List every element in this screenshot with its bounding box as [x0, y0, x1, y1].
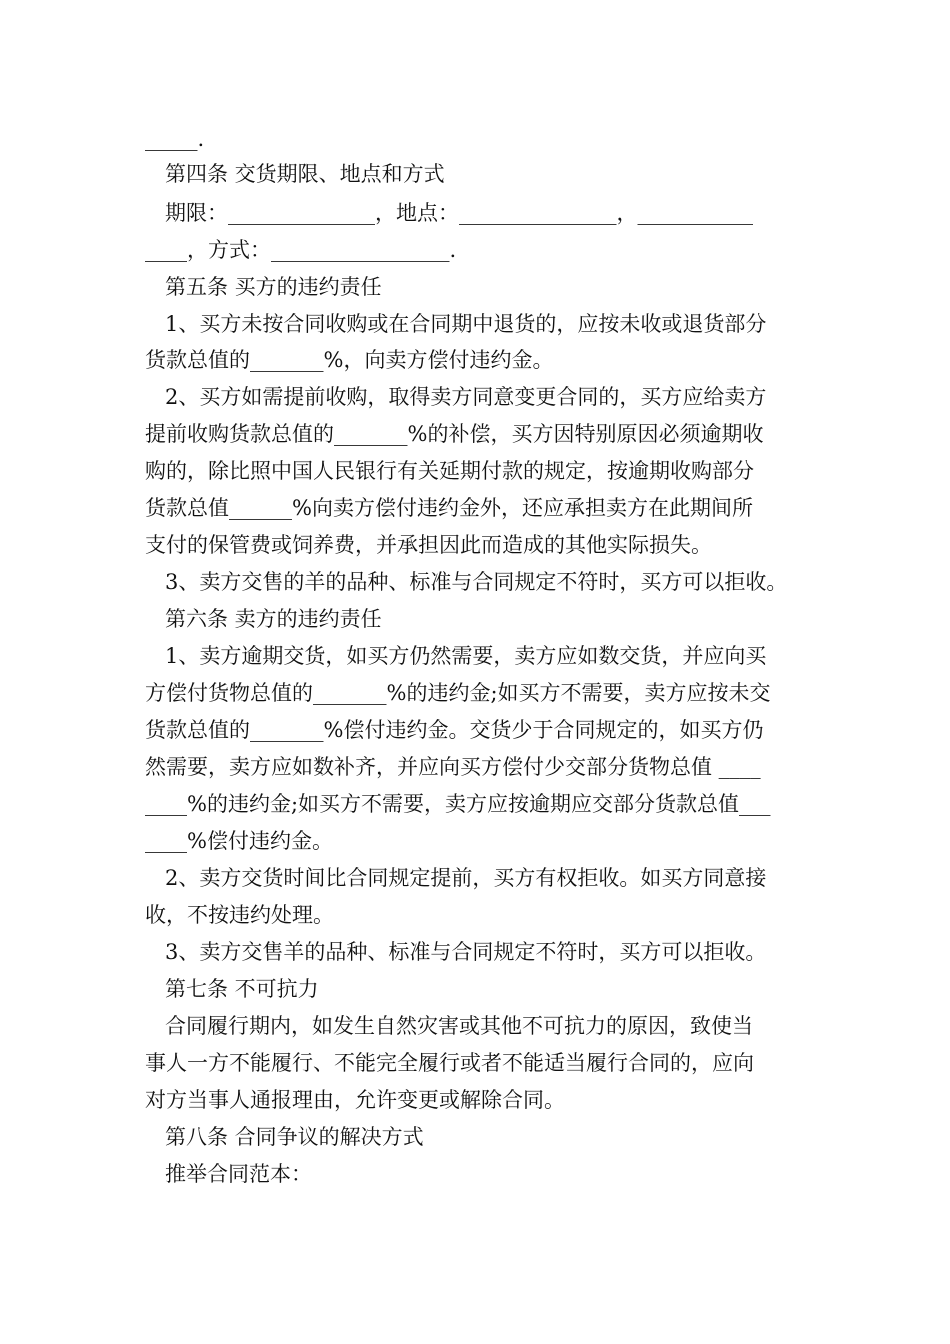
text-line: 1、买方未按合同收购或在合同期中退货的，应按未收或退货部分 — [165, 312, 767, 336]
text-line: 方偿付货物总值的_______%的违约金;如买方不需要，卖方应按未交 — [145, 681, 771, 705]
text-line: 货款总值的_______%，向卖方偿付违约金。 — [145, 348, 554, 372]
text-line: 2、买方如需提前收购，取得卖方同意变更合同的，买方应给卖方 — [165, 385, 767, 409]
text-line: 3、卖方交售的羊的品种、标准与合同规定不符时，买方可以拒收。 — [165, 570, 788, 594]
text-line: 购的，除比照中国人民银行有关延期付款的规定，按逾期收购部分 — [145, 459, 754, 483]
text-line: 2、卖方交货时间比合同规定提前，买方有权拒收。如买方同意接 — [165, 866, 767, 890]
text-line: 期限：______________，地点：_______________，___________ — [165, 201, 753, 225]
text-line: 事人一方不能履行、不能完全履行或者不能适当履行合同的，应向 — [145, 1051, 754, 1075]
text-line: 收，不按违约处理。 — [145, 903, 334, 927]
text-line: 对方当事人通报理由，允许变更或解除合同。 — [145, 1088, 565, 1112]
text-line: 货款总值的_______%偿付违约金。交货少于合同规定的，如买方仍 — [145, 718, 764, 742]
article-heading: 第七条 不可抗力 — [165, 977, 319, 1001]
text-line: 提前收购货款总值的_______%的补偿，买方因特别原因必须逾期收 — [145, 422, 764, 446]
text-line: 合同履行期内，如发生自然灾害或其他不可抗力的原因，致使当 — [165, 1014, 753, 1038]
text-line: 3、卖方交售羊的品种、标准与合同规定不符时，买方可以拒收。 — [165, 940, 767, 964]
text-line: 然需要，卖方应如数补齐，并应向买方偿付少交部分货物总值 ____ — [145, 755, 761, 779]
article-heading: 第四条 交货期限、地点和方式 — [165, 162, 445, 186]
text-line: ____%偿付违约金。 — [145, 829, 333, 853]
text-line: ____%的违约金;如买方不需要，卖方应按逾期应交部分货款总值___ — [145, 792, 771, 816]
article-heading: 第八条 合同争议的解决方式 — [165, 1125, 424, 1149]
article-heading: 第五条 买方的违约责任 — [165, 275, 382, 299]
text-line: 1、卖方逾期交货，如买方仍然需要，卖方应如数交货，并应向买 — [165, 644, 767, 668]
text-line: 支付的保管费或饲养费，并承担因此而造成的其他实际损失。 — [145, 533, 712, 557]
text-line: 货款总值______%向卖方偿付违约金外，还应承担卖方在此期间所 — [145, 496, 753, 520]
text-line: ____，方式：_________________. — [145, 238, 457, 262]
article-heading: 第六条 卖方的违约责任 — [165, 607, 382, 631]
text-line: 推举合同范本： — [165, 1162, 312, 1186]
text-line: _____. — [145, 127, 205, 151]
